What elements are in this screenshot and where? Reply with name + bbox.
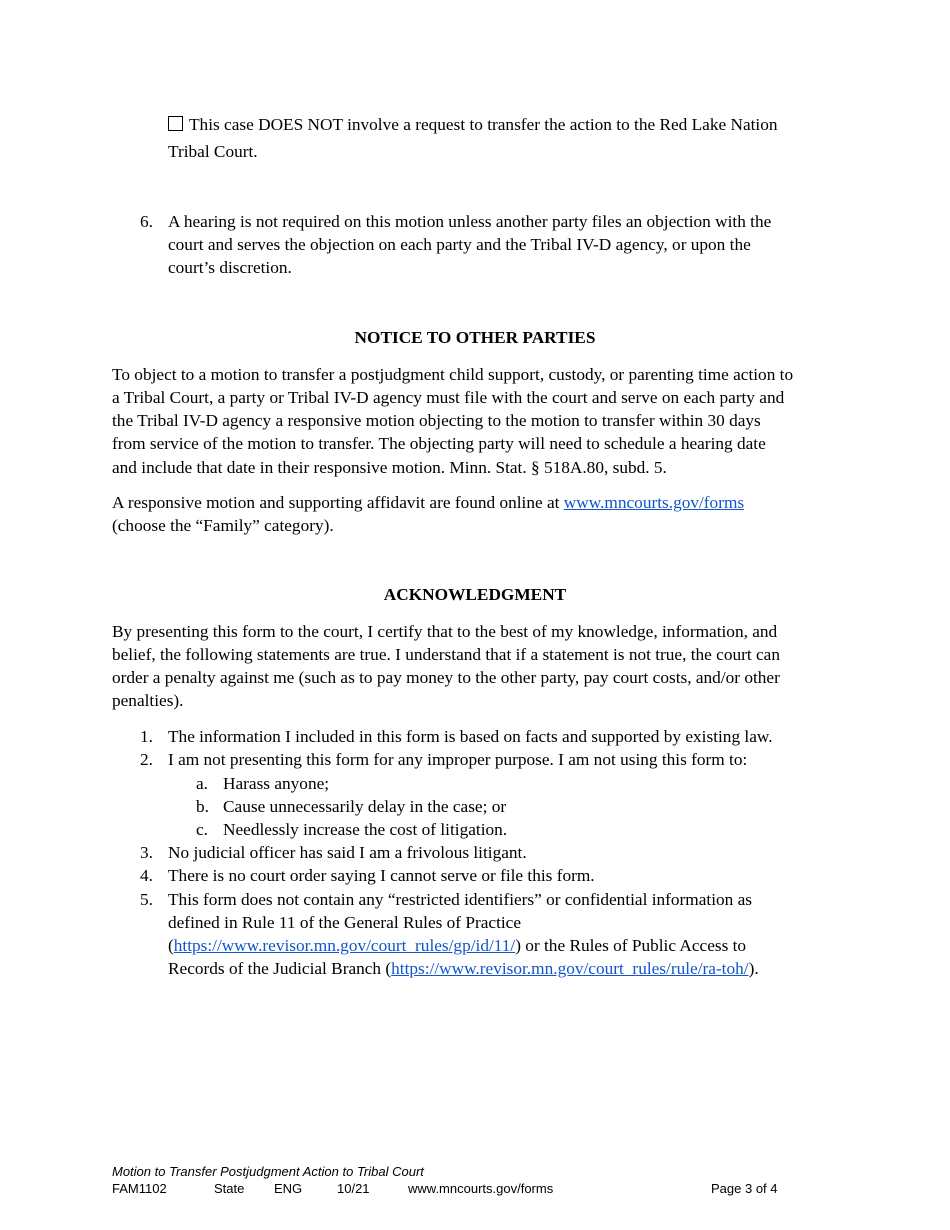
ack-item-text: I am not presenting this form for any improper purpose. I am not using this form to: bbox=[168, 750, 748, 769]
ack-item-5-line-2: defined in Rule 11 of the General Rules of Practice bbox=[168, 913, 522, 932]
ack-subitem-text: Harass anyone; bbox=[223, 774, 330, 793]
general-rules-link[interactable]: https://www.revisor.mn.gov/court_rules/gp/id/11/ bbox=[173, 936, 516, 955]
ack-item-text: This form does not contain any “restricted identifiers” or confidential information as bbox=[168, 890, 753, 909]
item-6-line: A hearing is not required on this motion unless another party files an objection with the bbox=[168, 212, 772, 231]
responsive-motion-line-2: (choose the “Family” category). bbox=[112, 516, 334, 535]
ack-item-number: 5. bbox=[140, 890, 153, 909]
ack-item-5-line-4 bbox=[168, 957, 759, 980]
item-6-line: court and serves the objection on each party and the Tribal IV-D agency, or upon the bbox=[168, 235, 751, 254]
item-6-number: 6. bbox=[140, 212, 153, 231]
ack-item-5-line-3 bbox=[168, 934, 746, 957]
ack-paragraph-line: order a penalty against me (such as to pay money to the other party, pay court costs, and/or other bbox=[112, 668, 780, 687]
ack-subitem-letter: b. bbox=[196, 797, 209, 816]
ack-item-number: 3. bbox=[140, 843, 153, 862]
ack-item-number: 4. bbox=[140, 866, 153, 885]
paren-open: ( bbox=[168, 936, 174, 955]
responsive-motion-text: A responsive motion and supporting affidavit are found online at bbox=[112, 493, 564, 512]
ack-item-number: 1. bbox=[140, 727, 153, 746]
responsive-motion-line bbox=[112, 491, 744, 514]
mncourts-forms-link[interactable]: www.mncourts.gov/forms bbox=[563, 493, 745, 512]
notice-paragraph-line: a Tribal Court, a party or Tribal IV-D agency must file with the court and serve on each party and bbox=[112, 388, 785, 407]
notice-paragraph-line: the Tribal IV-D agency a responsive motion objecting to the motion to transfer within 30 days bbox=[112, 411, 761, 430]
ack-item-text: There is no court order saying I cannot serve or file this form. bbox=[168, 866, 595, 885]
ack-item-5-line-4-suffix: ). bbox=[748, 959, 759, 978]
ack-item-text: The information I included in this form is based on facts and supported by existing law. bbox=[168, 727, 773, 746]
public-access-rules-link[interactable]: https://www.revisor.mn.gov/court_rules/rule/ra-toh/ bbox=[391, 959, 749, 978]
red-lake-checkbox-label: This case DOES NOT involve a request to transfer the action to the Red Lake Nation bbox=[189, 115, 778, 134]
notice-paragraph-line: from service of the motion to transfer. The objecting party will need to schedule a hearing date bbox=[112, 434, 766, 453]
ack-item-number: 2. bbox=[140, 750, 153, 769]
ack-item-5-line-4-prefix: Records of the Judicial Branch ( bbox=[168, 959, 392, 978]
notice-paragraph-line: and include that date in their responsive motion. Minn. Stat. § 518A.80, subd. 5. bbox=[112, 458, 667, 477]
footer-jurisdiction: State bbox=[214, 1181, 245, 1196]
ack-item-5-line-3-rest: ) or the Rules of Public Access to bbox=[515, 936, 747, 955]
notice-paragraph-line: To object to a motion to transfer a postjudgment child support, custody, or parenting time action to bbox=[112, 365, 794, 384]
notice-heading: NOTICE TO OTHER PARTIES bbox=[354, 328, 596, 347]
ack-paragraph-line: By presenting this form to the court, I certify that to the best of my knowledge, information, and bbox=[112, 622, 778, 641]
red-lake-checkbox-row bbox=[168, 113, 778, 136]
red-lake-checkbox[interactable] bbox=[168, 116, 183, 131]
ack-paragraph-line: penalties). bbox=[112, 691, 184, 710]
ack-subitem-text: Cause unnecessarily delay in the case; or bbox=[223, 797, 507, 816]
footer-revision: 10/21 bbox=[337, 1181, 370, 1196]
footer-language: ENG bbox=[274, 1181, 303, 1196]
footer-form-id: FAM1102 bbox=[112, 1181, 167, 1196]
red-lake-checkbox-label-cont: Tribal Court. bbox=[168, 142, 258, 161]
ack-subitem-letter: c. bbox=[196, 820, 208, 839]
ack-subitem-text: Needlessly increase the cost of litigation. bbox=[223, 820, 508, 839]
footer-website: www.mncourts.gov/forms bbox=[408, 1181, 554, 1196]
ack-paragraph-line: belief, the following statements are true. I understand that if a statement is not true, the court can bbox=[112, 645, 780, 664]
footer-page-number: Page 3 of 4 bbox=[711, 1181, 778, 1196]
footer-form-title: Motion to Transfer Postjudgment Action to Tribal Court bbox=[112, 1164, 424, 1179]
ack-item-text: No judicial officer has said I am a frivolous litigant. bbox=[168, 843, 527, 862]
ack-subitem-letter: a. bbox=[196, 774, 208, 793]
acknowledgment-heading: ACKNOWLEDGMENT bbox=[383, 585, 567, 604]
item-6-line: court’s discretion. bbox=[168, 258, 292, 277]
